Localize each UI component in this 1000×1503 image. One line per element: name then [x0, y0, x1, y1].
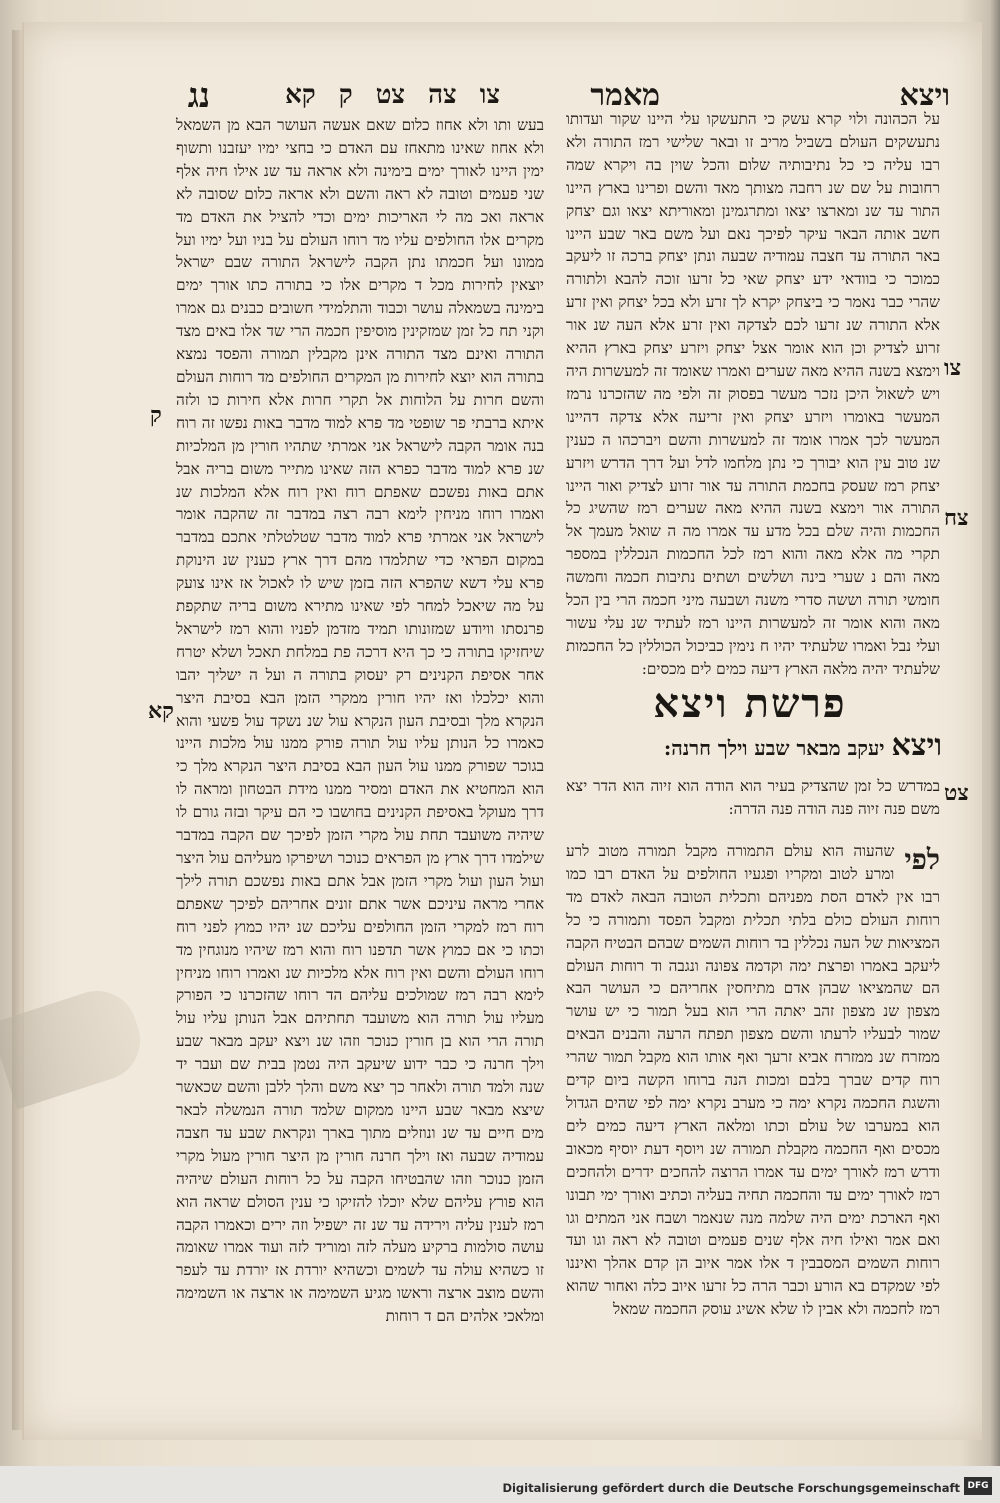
verse-opening [572, 728, 942, 763]
lead-word: לפי [904, 843, 940, 876]
page-number: נג [187, 76, 210, 116]
page-edge [12, 30, 22, 1430]
header-parsha-title: ויצא [899, 78, 950, 113]
right-column-text: על הכהונה ולוי קרא עשק כי התעשקו עלי היינו שקור ועדותו נתעשקים העולם בשביל מריב זו ובאר שלישי רמז התורה ולא רבו עליה כי כל נתיבותיה שלום והכל שוין בה ויקרא שמה רחובות על שם שנ רחבה מצותך מאד והשם ופרינו בארץ היינו התור עד שנ ומארצו יצאו ומתרגמינן ומאוריתא יצאו וגם יצחק חשב אותה הבאר עיקר לפיכך נאם ועל משם באר שבע היינו באר התורה עד חצבה עמודיה שבעה ונתן יצחק ברכה זו ליעקב כמוכר כי בוודאי ידע יצחק שאי כל זרעו זוכה להבא ולתורה שהרי כבר נאמר כי ביצחק יקרא לך זרע ולא בכל יצחק ואין זרע אלא התורה שנ זרעו לכם לצדקה ואין זרע אלא העה שנ אור זרוע לצדיק וכן הוא אומר אצל יצחק ויזרע יצחק בארץ ההיא וימצא בשנה ההיא מאה שערים ואמרו שאומד זה למעשרות היה ויש לשאול היכן נזכר מעשר בפסוק זה ולפי מה שהזכרנו נרמז המעשר באומרו ויזרע יצחק ואין זריעה אלא צדקה דהיינו המעשר לכך אמרו אומד זה למעשרות והשם ויברכהו ה כענין שנ טוב עין הוא יבורך כי נתן מלחמו לדל ועל דרך הדרש ויזרע יצחק רמז שעסק בחכמת התורה עד אור זרוע לצדיק ואור היינו התורה אור וימצא בשנה ההיא מאה שערים רמז שהשיג כל החכמות והיה שלם בכל מדע עד אמרו מה ה שואל מעמך אל תקרי מה אלא מאה והוא רמז לכל החכמות הנכללין במספר מאה והם נ שערי בינה ושלשים ושתים נתיבות חכמה וחמשה חומשי תורה וששה סדרי משנה ושבעה מיני חכמה הרי בין הכל מאה והוא אומר זה למעשרות היינו רמז לעתיד שנ עלי עשור ועלי נבל ואמרו שלעתיד יהיו ח נימין כביכול הכוללין כל החכמות שלעתיד יהיה מלאה הארץ דיעה כמים לים מכסים: [566, 110, 940, 678]
right-column-bottom [566, 840, 940, 1319]
midrash-intro-text: במדרש כל זמן שהצדיק בעיר הוא הודה הוא זיוה הוא הדר יצא משם פנה זיוה פנה הודה פנה הדרה: [566, 777, 940, 818]
margin-mark-1: צו [944, 355, 962, 381]
header-maamar: מאמר [590, 78, 660, 113]
footer-credit: Digitalisierung gefördert durch die Deutsche Forschungsgemeinschaft [502, 1481, 960, 1495]
margin-mark-left-1: ק [150, 402, 162, 428]
dfg-logo: DFG [964, 1477, 992, 1495]
margin-mark-3: צט [944, 780, 969, 806]
left-column-text: בעש ותו ולא אחוז כלום שאם אעשה העושר הבא מן השמאל ולא אחוז שאינו מתאחז עם האדם כי בחצי ימיו יעזבנו ותשוף ימין היינו לאורך ימים בימינה ולא אראה עד שנ אילו חיה אלף שני פעמים וטובה לא ראה והשם ולא אראה כלום שסובה לא אראה ואכ מה לי האריכות ימים וכדי להציל את האדם מד מקרים אלו החולפים עליו מד רוחו העולם על בניו ועל ימיו ועל ממונו ועל חכמתו נתן הקבה לישראל התורה שבם ישראל יוצאין לחירות מכל ד מקרים אלו כי בתורה כתו אורך ימים בימינה בשמאלה עושר וכבוד והתלמידי חשובים כבנים גם אמרו וקני תח כל זמן שמזקינין מוסיפין חכמה הרי שד אלו באים מצד התורה ואינם מצד התורה אינן מקבלין תמורה והפסד נמצא בתורה הוא יוצא לחירות מן המקרים החולפים מד רוחות העולם והשם חרות על הלוחות אל תקרי חרות אלא חירות כו ולזה איתא ברבתי פר שופטי מד פרא למוד מדבר באות נפשו זה רוח בנה אומר הקבה לישראל אני אמרתי שתהיו חורין מן המלכיות שנ פרא למוד מדבר כפרא הזה שאינו מתייר משום בריה אבל אתם באות נפשכם שאפתם רוח ואין רוח אלא המלכות שנ ואמרו רוחו מניחין לימא רבה רצה במדבר זה שהקבה אומר לישראל אני אמרתי פרא למוד מדבר שטלטלתי אתכם במדבר במקום הפראי כדי שתלמדו מהם דרך ארץ כענין שנ הינוקת פרא עלי דשא שהפרא הזה בזמן שיש לו לאכול אז אינו צועק על מה שיאכל למחר לפי שאינו מתירא משום בריה שתקפת פרנסתו וויודע שמזונותו תמיד מזדמן לפניו והוא רמז לישראל שיחזיקו בתורה כי כך היא דרכה פת במלחת תאכל ושלא יטרח אחר אסיפת הקנינים רק יעסוק בתורה ה ועל ה ישליך יהבו והוא יכלכלו ואז יהיו חורין ממקרי הזמן הבא בסיבת היצר הנקרא מלך ובסיבת העון הנקרא עול שנ נשקד עול פשעי והוא כאמרו כל הנותן עליו עול תורה פורק ממנו עול מלכות היינו בגוכר שפורק ממנו עול העון הבא בסיבת היצר הנקרא מלך כי הוא המחטיא את האדם ומסיר ממנו מידת הבטחון ומראה לו דרך מעוקל באסיפת הקנינים בחושבו כי הם עיקר ובזה גורם לו שיהיה משועבד תחת עול מקרי הזמן לפיכך שם הקבה במדבר שילמדו דרך ארץ מן הפראים כנוכר ושיפרקו מעליהם עול היצר ועול העון ועול מקרי הזמן אבל אתם באות נפשכם תורה לילך אחרי מראה עיניכם אשר אתם זונים אחריהם לפיכך שאפתם רוח רמז למקרי הזמן החולפים עליכם שנ יהיו כמוץ לפני רוח וכתו כי אם כמוץ אשר תדפנו רוח והוא רמז שיהיו מנוגחין מד רוחו העולם והשם ואין רוח אלא מלכיות שנ ואמרו רוחו מניחין לימא רבה רמז שמולכים עליהם הד רוחו שהזכרנו כי הפורק מעליו עול תורה הוא משועבד תחתיהם אבל הנותן עליו עול תורה הרי הוא בן חורין כנוכר וזהו שנ ויצא יעקב מבאר שבע וילך חרנה כי כבר ידוע שיעקב היה נטמן בבית שם ועבר יד שנה ולמד תורה ולאחר כך יצא משם והלך ללבן והשם שכאשר שיצא מבאר שבע היינו ממקום שלמד תורה הנמשלה לבאר מים חיים עד שנ ונוזלים מתוך בארך ונקראת שבע עד חצבה עמודיה שבעה ואז וילך חרנה חורין מן היצר חורין מעול מקרי הזמן כנוכר וזהו שהבטיחו הקבה על כל רוחות העולם שיהיה הוא פורץ עליהם שלא יוכלו להזיקו כי ענין הסולם שראה הוא רמז לענין עליה וירידה עד שנ זה ישפיל וזה ירים וכאמרו הקבה עושה סולמות ברקיע מעלה לזה ומוריד לזה ועוד אמרו שאומה זו כשהיא עולה עד לשמים וכשהיא יורדת אז יורדת עד לעפר והשם מוצב ארצה וראשו מגיע השמימה או ארצה או השמימה ומלאכי אלהים הם ד רוחות [176, 116, 544, 1326]
left-column [176, 114, 544, 1364]
right-column-top [566, 108, 940, 678]
midrash-intro [566, 775, 940, 825]
verse-opening-word: ויצא [891, 728, 942, 763]
parsha-heading: פרשת ויצא [653, 680, 847, 727]
header-section-marks: צו צה צט ק קא [285, 80, 500, 110]
right-column-bottom-text: שהעוה הוא עולם התמורה מקבל תמורה מטוב לרע ומרע לטוב ומקריו ופגעיו החולפים על האדם רבו כמו רבו אין לאדם הסת מפניהם ותכלית הטובה הבאה לאדם מד רוחות העולם כולם בלתי תכלית ומקבל הפסד ותמורה כי כל המציאות של העה נכללין בד רוחות השמים שבהם הבטיח הקבה ליעקב באמרו ופרצת ימה וקדמה צפונה ונגבה וד רוחות העולם הם שהמציאו שבהן אדם מתיחסין אחריהם כי העושר הבא מצפון שנ מצפון זהב יאתה הרי הוא בעל תמור כי יש עושר שמור לבעליו לרעתו והשם מצפון תפתח הרעה והבנים הבאים ממזרח שנ ממזרח אביא זרעך ואף אותו הוא מקבל תמור שהרי רוח קדים שברך בלבם ומכות הנה ברוחו הקשה ביום קדים והשגת החכמה נקרא ימה כי מערב נקרא ימה לפי שהים הגדול הוא במערבו של עולם וכתו ומלאה הארץ דיעה כמים לים מכסים ואף החכמה מקבלת תמורה שנ ויוסף דעת יוסיף מכאוב ודרש רמז לאורך ימים עד אמרו הרוצה להחכים ידרים ולהחכים רמז לאורך ימים עד והחכמה תחיה בעליה וכתיב ואורך ימי תבונו ואף הארכת ימים היה שלמה מנה שנאמר ושבח אני המתים וגו ואם אמר ואילו חיה אלף שנים פעמים וטובה לא ראה וגו ועד רוחות השמים המסבבין ד אלו אמר איוב הן קדם אהלך ואיננו לפי שמקדם בא הורע וכבר הרה כל זרעו איוב כלה ואחור שהוא רמז לחכמה ולא אבין לו שלא אשיג עוסק החכמה שמאל [566, 842, 940, 1319]
margin-mark-left-2: קא [148, 698, 174, 724]
verse-opening-rest: יעקב מבאר שבע וילך חרנה: [663, 736, 885, 760]
margin-mark-2: צח [944, 505, 969, 531]
